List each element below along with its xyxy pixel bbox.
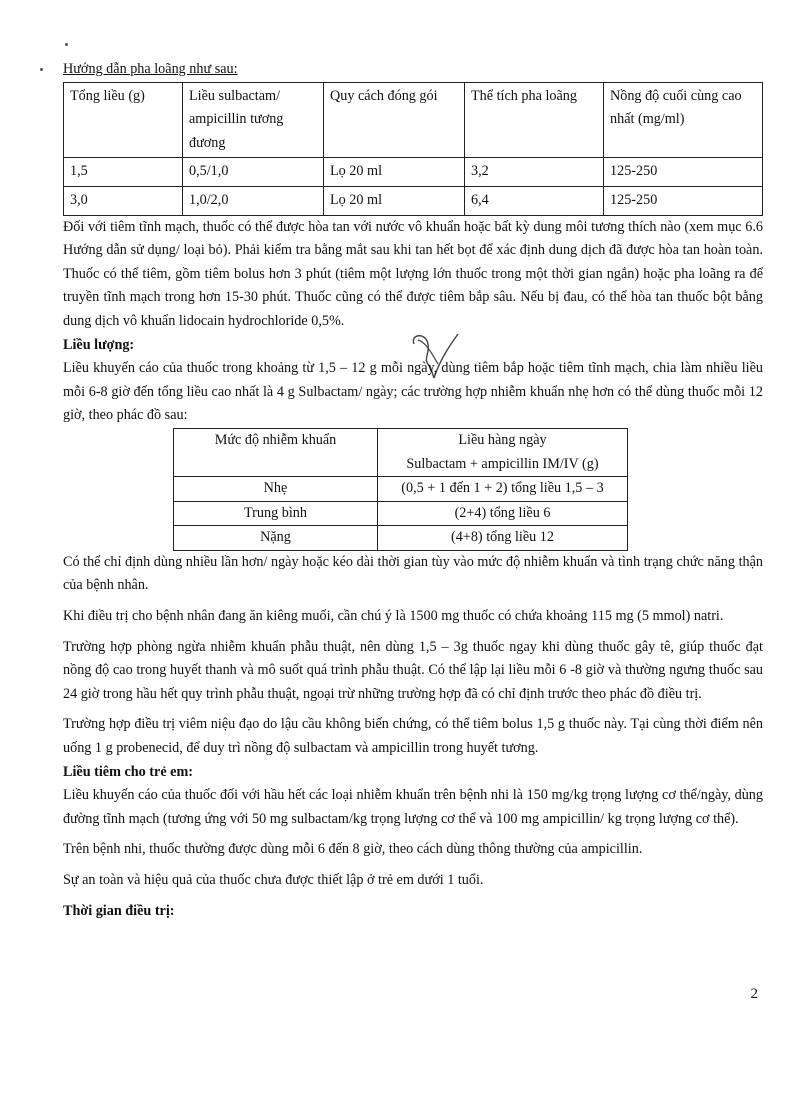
table-row: [64, 186, 763, 215]
header-line: Sulbactam + ampicillin IM/IV (g): [406, 455, 599, 472]
header-cell: Liều sulbactam/ ampicillin tương đương: [183, 82, 324, 158]
table-cell: 125-250: [604, 158, 763, 187]
header-cell: [378, 428, 628, 476]
paragraph-surgery-prophylaxis: Trường hợp phòng ngừa nhiễm khuẩn phẫu thuật, nên dùng 1,5 – 3g thuốc ngay khi dùng thuốc gây tê, giúp thuốc đạt nồng độ cao trong huyết thanh và mô suốt quá trình phẫu thuật. Có thể lập lại liều mỗi 6 -8 giờ và thường ngưng thuốc sau 24 giờ trong hầu hết quy trình phẫu thuật, ngoại trừ những trường hợp đã có chỉ định trước theo phác đồ điều trị.: [63, 638, 763, 702]
dilution-table: [63, 82, 763, 216]
header-line: Liều hàng ngày: [458, 431, 547, 448]
table-cell: Nhẹ: [174, 477, 378, 502]
table-row: [174, 477, 628, 502]
table-cell: (2+4) tổng liều 6: [378, 501, 628, 526]
paragraph-frequency: Có thể chỉ định dùng nhiều lần hơn/ ngày hoặc kéo dài thời gian tùy vào mức độ nhiễm khuẩn và tình trạng chức năng thận của bệnh nhân.: [63, 553, 763, 594]
table-cell: 1,5: [64, 158, 183, 187]
paragraph-dosage: Liều khuyến cáo của thuốc trong khoảng từ 1,5 – 12 g mỗi ngày, dùng tiêm bắp hoặc tiêm tĩnh mạch, chia làm nhiều liều mỗi 6-8 giờ đến tổng liều cao nhất là 4 g Sulbactam/ ngày; các trường hợp nhiễm khuẩn nhẹ hơn có thể dùng thuốc mỗi 12 giờ, theo phác đồ sau:: [63, 360, 763, 424]
page-number: 2: [750, 986, 758, 1002]
heading-dosage: Liều lượng:: [63, 336, 135, 353]
paragraph-children-frequency: Trên bệnh nhi, thuốc thường được dùng mỗi 6 đến 8 giờ, theo cách dùng thông thường của ampicillin.: [63, 841, 643, 858]
table-header-row: [174, 428, 628, 476]
table-cell: 6,4: [465, 186, 604, 215]
severity-dosage-table: [173, 428, 628, 551]
table-row: [64, 158, 763, 187]
table-cell: Lọ 20 ml: [324, 158, 465, 187]
paragraph-children-safety: Sự an toàn và hiệu quả của thuốc chưa được thiết lập ở trẻ em dưới 1 tuổi.: [63, 872, 484, 888]
header-cell: Tổng liều (g): [64, 82, 183, 158]
paragraph-iv-administration: Đối với tiêm tĩnh mạch, thuốc có thể được hòa tan với nước vô khuẩn hoặc bất kỳ dung môi tương thích nào (xem mục 6.6 Hướng dẫn sử dụng/ loại bỏ). Phải kiểm tra bằng mắt sau khi tan hết bọt để xác định dung dịch đã được hòa tan hoàn toàn. Thuốc có thể tiêm, gồm tiêm bolus hơn 3 phút (tiêm một lượng lớn thuốc trong một thời gian ngắn) hoặc pha loãng ra để truyền tĩnh mạch trong hơn 15-30 phút. Thuốc cũng có thể được tiêm bắp sâu. Nếu bị đau, có thể hòa tan thuốc bột bằng dung dịch vô khuẩn lidocain hydrochloride 0,5%.: [63, 218, 763, 329]
table-row: [174, 501, 628, 526]
table-cell: (4+8) tổng liều 12: [378, 526, 628, 551]
table-cell: Trung bình: [174, 501, 378, 526]
table-cell: Lọ 20 ml: [324, 186, 465, 215]
table-row: [174, 526, 628, 551]
table-cell: 3,2: [465, 158, 604, 187]
table-header-row: [64, 82, 763, 158]
document-page: [63, 58, 763, 923]
table-cell: 3,0: [64, 186, 183, 215]
table-cell: 1,0/2,0: [183, 186, 324, 215]
table-cell: Nặng: [174, 526, 378, 551]
scan-speck: [40, 68, 43, 71]
header-cell: Thể tích pha loãng: [465, 82, 604, 158]
scan-speck: [65, 43, 68, 46]
header-cell: Quy cách đóng gói: [324, 82, 465, 158]
section-dilution-title: Hướng dẫn pha loãng như sau:: [63, 61, 238, 77]
table-cell: 0,5/1,0: [183, 158, 324, 187]
paragraph-gonorrhea: Trường hợp điều trị viêm niệu đạo do lậu cầu không biến chứng, có thể tiêm bolus 1,5 g thuốc này. Tại cùng thời điểm nên uống 1 g probenecid, để duy trì nồng độ sulbactam và ampicillin trong huyết tương.: [63, 716, 763, 757]
paragraph-salt-diet: Khi điều trị cho bệnh nhân đang ăn kiêng muối, cần chú ý là 1500 mg thuốc có chứa khoảng 115 mg (5 mmol) natri.: [63, 608, 724, 625]
header-cell: Mức độ nhiễm khuẩn: [174, 428, 378, 476]
heading-treatment-duration: Thời gian điều trị:: [63, 902, 175, 919]
heading-children-dose: Liều tiêm cho trẻ em:: [63, 763, 194, 780]
table-cell: (0,5 + 1 đến 1 + 2) tổng liều 1,5 – 3: [378, 477, 628, 502]
header-cell: Nồng độ cuối cùng cao nhất (mg/ml): [604, 82, 763, 158]
table-cell: 125-250: [604, 186, 763, 215]
paragraph-children-dose: Liều khuyến cáo của thuốc đối với hầu hết các loại nhiễm khuẩn trên bệnh nhi là 150 mg/kg trọng lượng cơ thể/ngày, dùng đường tĩnh mạch (tương ứng với 50 mg sulbactam/kg trọng lượng cơ thể và 100 mg ampicillin/ kg trọng lượng cơ thể).: [63, 787, 763, 827]
